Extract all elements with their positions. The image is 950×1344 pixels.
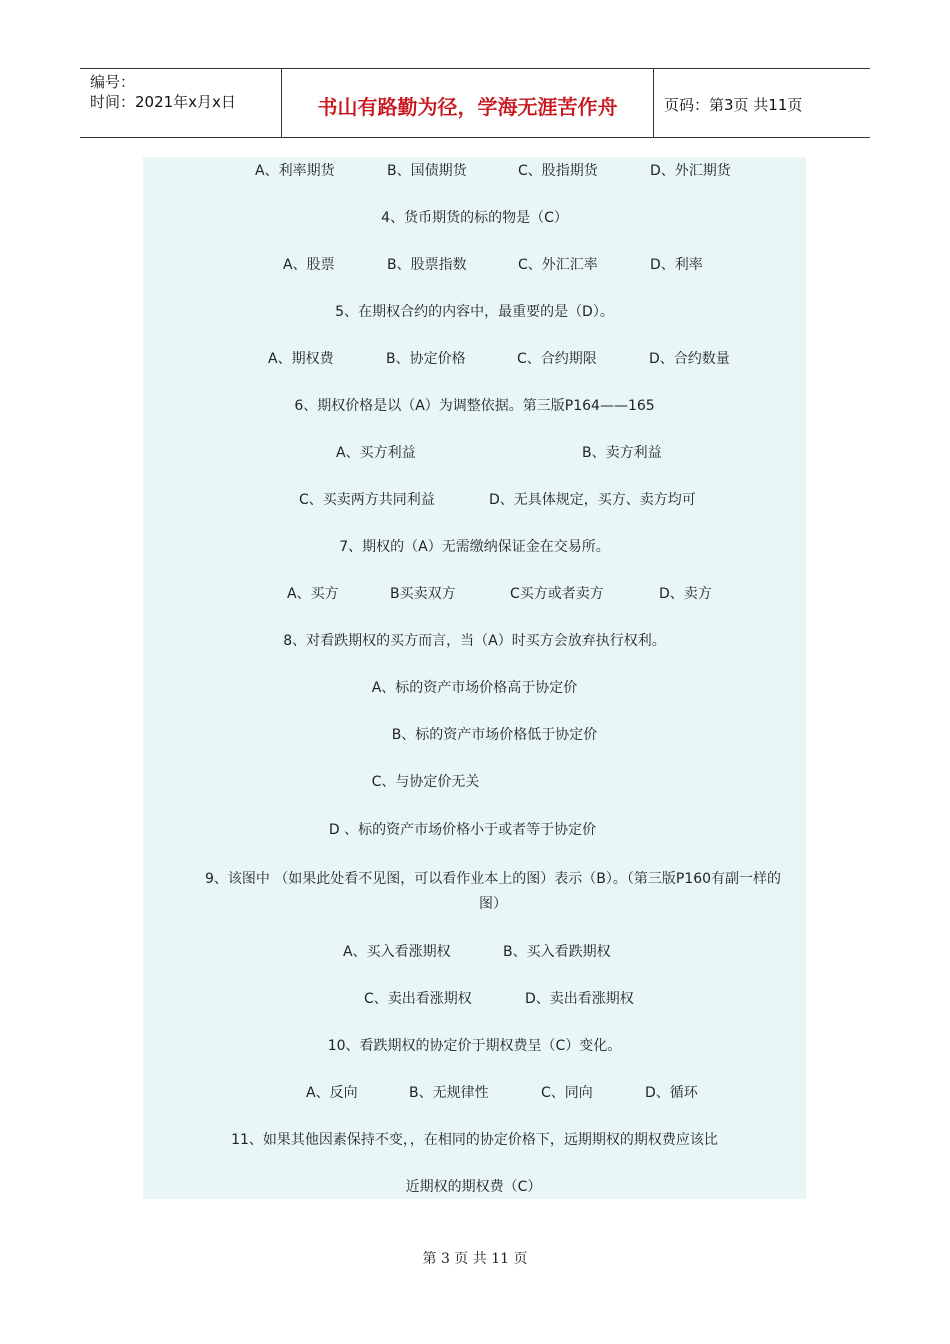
option-c: C、买卖两方共同利益 <box>299 492 435 508</box>
option-c: C、与协定价无关 <box>371 774 480 790</box>
option-a: A、买入看涨期权 <box>343 944 451 960</box>
question-text <box>183 867 803 917</box>
question-text: 7、期权的（A）无需缴纳保证金在交易所。 <box>339 539 610 555</box>
option-a: A、标的资产市场价格高于协定价 <box>371 680 578 696</box>
option-c: C、同向 <box>541 1085 593 1101</box>
question-text-line: 图） <box>479 896 507 912</box>
question-text: 近期权的期权费（C） <box>405 1179 542 1195</box>
option-d: D、卖出看涨期权 <box>525 991 634 1007</box>
option-a: A、利率期货 <box>255 163 335 179</box>
option-c: C、外汇汇率 <box>518 257 598 273</box>
option-a: A、股票 <box>283 257 335 273</box>
question-text: 6、期权价格是以（A）为调整依据。第三版P164——165 <box>294 398 655 414</box>
question-text: 5、在期权合约的内容中，最重要的是（D）。 <box>335 304 614 320</box>
question-text: 8、对看跌期权的买方而言，当（A）时买方会放弃执行权利。 <box>283 633 666 649</box>
option-c: C、合约期限 <box>517 351 597 367</box>
header-motto: 书山有路勤为径，学海无涯苦作舟 <box>317 95 618 119</box>
document-number-label: 编号： <box>90 73 136 91</box>
question-content <box>143 157 806 1199</box>
page-header <box>80 68 870 138</box>
option-a: A、买方利益 <box>336 445 416 461</box>
option-d: D、利率 <box>650 257 703 273</box>
option-b: B、国债期货 <box>387 163 467 179</box>
option-d: D、合约数量 <box>649 351 730 367</box>
option-d: D、循环 <box>645 1085 698 1101</box>
question-text-line: 9、该图中 （如果此处看不见图，可以看作业本上的图）表示（B）。（第三版P160有副一样的 <box>204 871 782 887</box>
option-b: B、无规律性 <box>409 1085 489 1101</box>
document-time-label: 时间：2021年x月x日 <box>90 93 236 111</box>
option-c: C、卖出看涨期权 <box>364 991 472 1007</box>
question-text: 11、如果其他因素保持不变，，在相同的协定价格下，远期期权的期权费应该比 <box>231 1132 718 1148</box>
option-d: D、卖方 <box>659 586 712 602</box>
option-b: B买卖双方 <box>390 586 456 602</box>
header-page-cell <box>654 69 870 137</box>
question-text: 4、货币期货的标的物是（C） <box>381 210 568 226</box>
option-b: B、标的资产市场价格低于协定价 <box>391 727 598 743</box>
option-b: B、卖方利益 <box>582 445 662 461</box>
option-c: C买方或者卖方 <box>510 586 604 602</box>
option-d: D、外汇期货 <box>650 163 731 179</box>
option-b: B、股票指数 <box>387 257 467 273</box>
header-page-number: 页码：第3页 共11页 <box>664 96 803 114</box>
header-meta-cell <box>80 69 280 137</box>
option-a: A、期权费 <box>268 351 334 367</box>
question-text: 10、看跌期权的协定价于期权费呈（C）变化。 <box>327 1038 622 1054</box>
option-b: B、协定价格 <box>386 351 466 367</box>
option-c: C、股指期货 <box>518 163 598 179</box>
header-motto-cell <box>281 69 654 137</box>
option-d: D、无具体规定，买方、卖方均可 <box>489 492 696 508</box>
option-b: B、买入看跌期权 <box>503 944 611 960</box>
option-a: A、反向 <box>306 1085 358 1101</box>
option-d: D 、标的资产市场价格小于或者等于协定价 <box>328 822 597 838</box>
option-a: A、买方 <box>287 586 339 602</box>
page-footer: 第 3 页 共 11 页 <box>422 1251 528 1267</box>
